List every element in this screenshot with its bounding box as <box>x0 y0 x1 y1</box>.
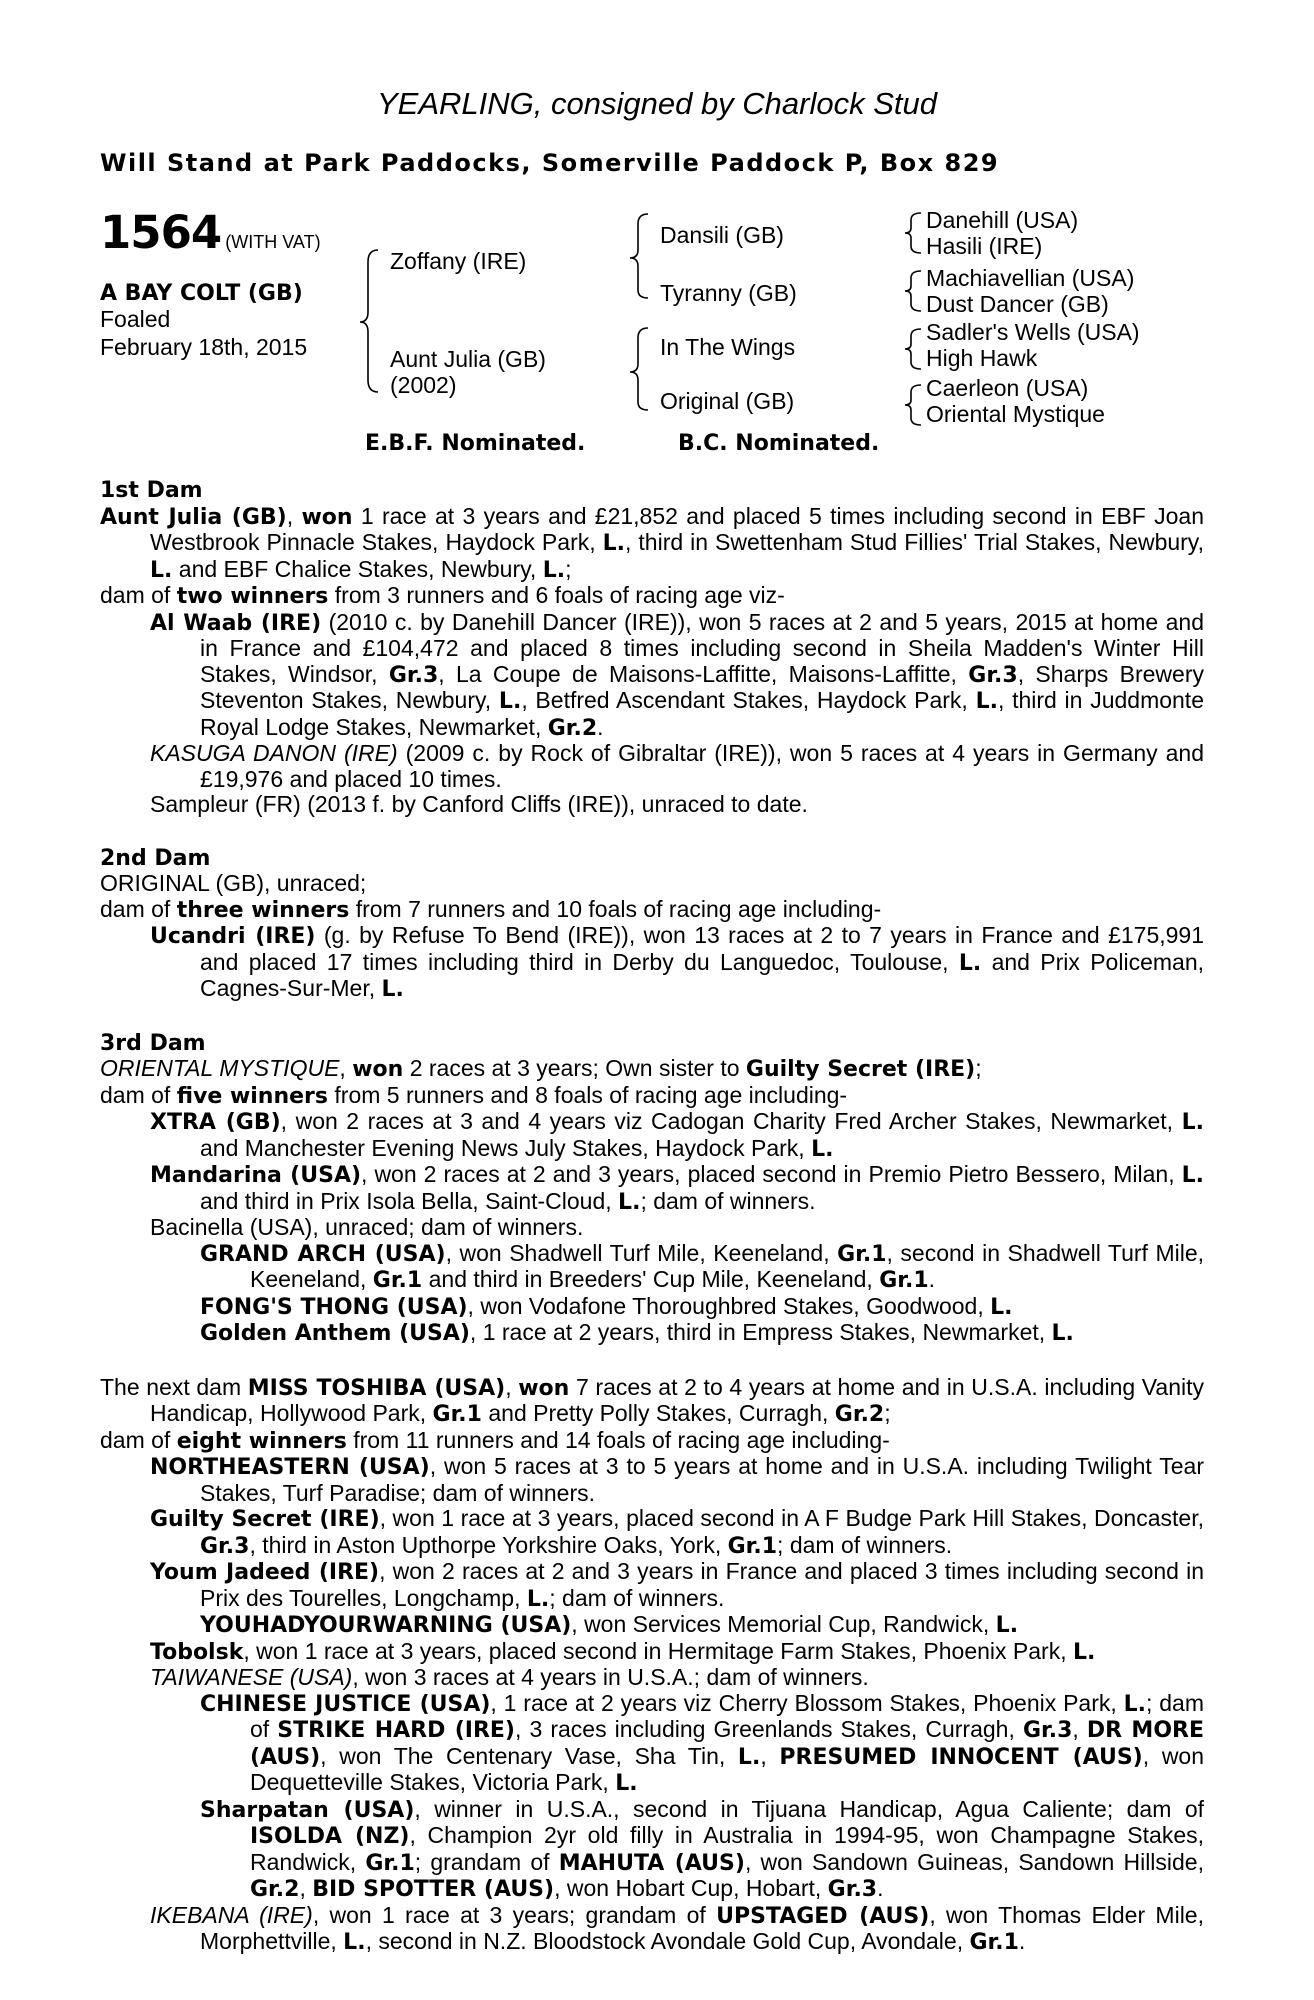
third-dam-foal-2: Mandarina (USA), won 2 races at 2 and 3 years, placed second in Premio Pietro Bessero, Milan, L. and third in Prix Isola Bella, Saint-Cloud, L.; dam of winners. <box>150 1161 1204 1215</box>
bracket-gen3-3 <box>905 329 921 369</box>
pedigree-brackets <box>0 0 1314 460</box>
bracket-gen3-1 <box>905 213 921 253</box>
first-dam-produce: dam of two winners from 3 runners and 6 foals of racing age viz- <box>100 582 785 609</box>
third-dam-record: ORIENTAL MYSTIQUE, won 2 races at 3 years; Own sister to Guilty Secret (IRE); <box>100 1055 982 1082</box>
sire-dam: Tyranny (GB) <box>660 280 797 306</box>
first-dam-foal-1: Al Waab (IRE) (2010 c. by Danehill Dancer (IRE)), won 5 races at 2 and 5 years, 2015 at home and in France and £104,472 and placed 8 times including second in Sheila Madden's Winter Hill Stakes, Windsor, Gr.3, La Coupe de Maisons-Laffitte, Maisons-Laffitte, Gr.3, Sharps Brewery Steventon Stakes, Newbury, L., Betfred Ascendant Stakes, Haydock Park, L., third in Juddmonte Royal Lodge Stakes, Newmarket, Gr.2. <box>150 608 1204 741</box>
second-dam-produce: dam of three winners from 7 runners and 10 foals of racing age including- <box>100 895 882 923</box>
first-dam-heading: 1st Dam <box>100 478 203 503</box>
gen3-1: Danehill (USA) <box>926 207 1079 233</box>
bracket-gen2-bottom <box>630 328 648 410</box>
first-dam-foal-3: Sampleur (FR) (2013 f. by Canford Cliffs (IRE)), unraced to date. <box>150 791 808 817</box>
gen3-2: Hasili (IRE) <box>926 233 1043 259</box>
next-dam-grandfoal-2: CHINESE JUSTICE (USA), 1 race at 2 years viz Cherry Blossom Stakes, Phoenix Park, L.; dam of STRIKE HARD (IRE), 3 races including Greenlands Stakes, Curragh, Gr.3, DR MORE (AUS), won The Centenary Vase, Sha Tin, L., PRESUMED INNOCENT (AUS), won Dequetteville Stakes, Victoria Park, L. <box>200 1689 1205 1796</box>
foaled-date: February 18th, 2015 <box>100 334 308 360</box>
second-dam-record: ORIGINAL (GB), unraced; <box>100 870 367 896</box>
gen3-4: Dust Dancer (GB) <box>926 291 1109 317</box>
next-dam-foal-2: Guilty Secret (IRE), won 1 race at 3 years, placed second in A F Budge Park Hill Stakes, Doncaster, Gr.3, third in Aston Upthorpe Yorkshire Oaks, York, Gr.1; dam of winners. <box>150 1505 1204 1559</box>
vat-note: (WITH VAT) <box>225 232 321 252</box>
consignment-line: YEARLING, consigned by Charlock Stud <box>377 86 937 121</box>
third-dam-grandfoal-3: Golden Anthem (USA), 1 race at 2 years, third in Empress Stakes, Newmarket, L. <box>200 1319 1074 1346</box>
pedigree-notes <box>100 478 1204 1956</box>
bracket-gen2-top <box>630 214 648 298</box>
next-dam-foal-4: Tobolsk, won 1 race at 3 years, placed second in Hermitage Farm Stakes, Phoenix Park, L. <box>150 1637 1096 1665</box>
next-dam-record: The next dam MISS TOSHIBA (USA), won 7 races at 2 to 4 years at home and in U.S.A. including Vanity Handicap, Hollywood Park, Gr.1 and Pretty Polly Stakes, Curragh, Gr.2; <box>100 1373 1205 1427</box>
next-dam-foal-6: IKEBANA (IRE), won 1 race at 3 years; grandam of UPSTAGED (AUS), won Thomas Elder Mile, Morphettville, L., second in N.Z. Bloodstock Avondale Gold Cup, Avondale, Gr.1. <box>150 1901 1204 1955</box>
third-dam-grandfoal-2: FONG'S THONG (USA), won Vodafone Thoroughbred Stakes, Goodwood, L. <box>200 1292 1013 1320</box>
gen3-5: Sadler's Wells (USA) <box>926 319 1140 345</box>
third-dam-grandfoal-1: GRAND ARCH (USA), won Shadwell Turf Mile, Keeneland, Gr.1, second in Shadwell Turf Mile, Keeneland, Gr.1 and third in Breeders' Cup Mile, Keeneland, Gr.1. <box>200 1239 1204 1293</box>
bc-nomination: B.C. Nominated. <box>678 431 880 456</box>
ebf-nomination: E.B.F. Nominated. <box>365 431 586 456</box>
next-dam-foal-3: Youm Jadeed (IRE), won 2 races at 2 and 3 years in France and placed 3 times including second in Prix des Tourelles, Longchamp, L.; dam of winners. <box>150 1558 1205 1612</box>
next-dam-produce: dam of eight winners from 11 runners and 14 foals of racing age including- <box>100 1426 890 1454</box>
gen3-6: High Hawk <box>926 345 1038 371</box>
first-dam-foal-2: KASUGA DANON (IRE) (2009 c. by Rock of Gibraltar (IRE)), won 5 races at 4 years in Germany and £19,976 and placed 10 times. <box>150 740 1204 792</box>
gen3-7: Caerleon (USA) <box>926 375 1089 401</box>
dam-year: (2002) <box>390 372 457 398</box>
gen3-3: Machiavellian (USA) <box>926 265 1135 291</box>
bracket-gen3-4 <box>905 385 921 425</box>
third-dam-heading: 3rd Dam <box>100 1030 206 1056</box>
next-dam-foal-1: NORTHEASTERN (USA), won 5 races at 3 to 5 years at home and in U.S.A. including Twilight Tear Stakes, Turf Paradise; dam of winners. <box>150 1453 1204 1506</box>
dam-dam: Original (GB) <box>660 388 795 414</box>
horse-description: A BAY COLT (GB) <box>100 281 303 306</box>
stabling-line: Will Stand at Park Paddocks, Somerville Paddock P, Box 829 <box>100 149 1000 177</box>
next-dam-foal-5: TAIWANESE (USA), won 3 races at 4 years in U.S.A.; dam of winners. <box>150 1664 869 1690</box>
bracket-gen3-2 <box>905 271 921 311</box>
third-dam-produce: dam of five winners from 5 runners and 8 foals of racing age including- <box>100 1081 848 1109</box>
sire: Zoffany (IRE) <box>390 248 527 274</box>
lot-number: 1564 <box>100 206 222 259</box>
gen3-8: Oriental Mystique <box>926 401 1105 427</box>
next-dam-grandfoal-3: Sharpatan (USA), winner in U.S.A., second in Tijuana Handicap, Agua Caliente; dam of ISOLDA (NZ), Champion 2yr old filly in Australia in 1994-95, won Champagne Stakes, Randwick, Gr.1; grandam of MAHUTA (AUS), won Sandown Guineas, Sandown Hillside, Gr.2, BID SPOTTER (AUS), won Hobart Cup, Hobart, Gr.3. <box>200 1795 1205 1902</box>
second-dam-foal-1: Ucandri (IRE) (g. by Refuse To Bend (IRE)), won 13 races at 2 to 7 years in France and £175,991 and placed 17 times including third in Derby du Languedoc, Toulouse, L. and Prix Policeman, Cagnes-Sur-Mer, L. <box>150 922 1205 1002</box>
dam-sire: In The Wings <box>660 334 796 360</box>
third-dam-foal-3: Bacinella (USA), unraced; dam of winners. <box>150 1214 584 1240</box>
foaled-label: Foaled <box>100 306 171 332</box>
first-dam-record: Aunt Julia (GB), won 1 race at 3 years and £21,852 and placed 5 times including second in EBF Joan Westbrook Pinnacle Stakes, Haydock Park, L., third in Swettenham Stud Fillies' Trial Stakes, Newbury, L. and EBF Chalice Stakes, Newbury, L.; <box>100 502 1205 583</box>
third-dam-foal-1: XTRA (GB), won 2 races at 3 and 4 years viz Cadogan Charity Fred Archer Stakes, Newmarket, L. and Manchester Evening News July Stakes, Haydock Park, L. <box>150 1108 1204 1162</box>
second-dam-heading: 2nd Dam <box>100 845 211 871</box>
dam: Aunt Julia (GB) <box>390 346 546 372</box>
sire-sire: Dansili (GB) <box>660 222 784 248</box>
bracket-gen1 <box>360 250 378 392</box>
next-dam-grandfoal-1: YOUHADYOURWARNING (USA), won Services Memorial Cup, Randwick, L. <box>200 1611 1019 1638</box>
